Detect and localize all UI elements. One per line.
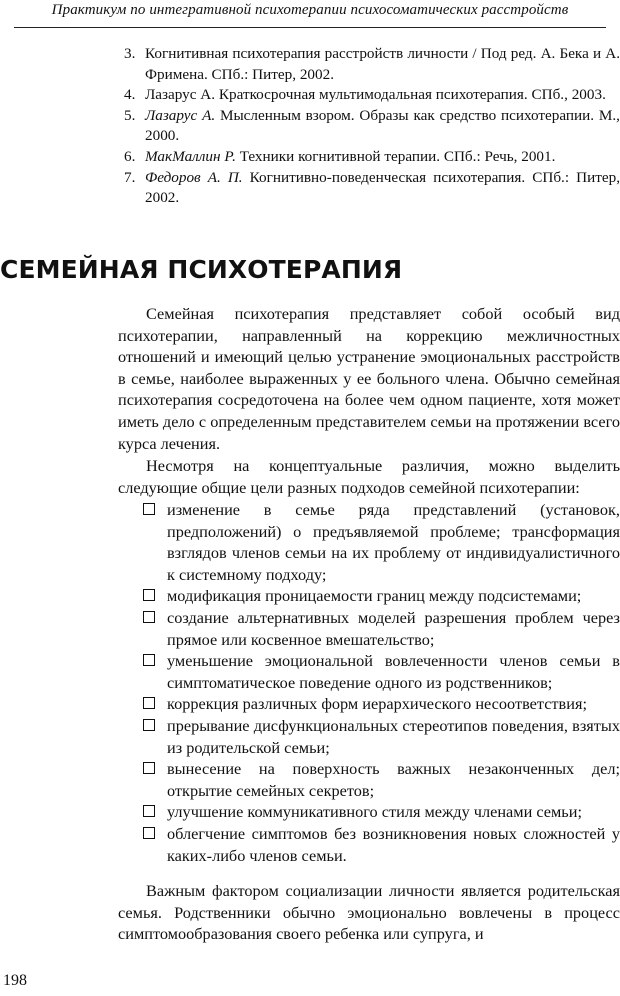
list-item-text: прерывание дисфункциональных стереотипов поведения, взятых из родительской семьи; [167,715,620,757]
reference-list [124,44,620,209]
reference-number: 3. [124,45,136,62]
reference-item [124,168,620,209]
reference-number: 4. [124,86,136,104]
section-title: СЕМЕЙНАЯ ПСИХОТЕРАПИЯ [0,255,403,284]
list-item-text: уменьшение эмоциональной вовлеченности членов семьи в симптоматическое поведение одного из родственников; [167,651,620,692]
reference-item [124,106,620,147]
checkbox-bullet-icon [143,805,155,817]
checkbox-bullet-icon [143,589,155,601]
list-item-text: улучшение коммуникативного стиля между членами семьи; [167,802,582,822]
checkbox-bullet-icon [143,654,155,666]
reference-item [124,147,620,168]
page-number: 198 [3,972,27,989]
reference-author: Федоров А. П. [145,168,243,186]
list-item [143,693,620,715]
list-item [143,607,620,650]
list-item [143,650,620,693]
header-rule [14,27,606,28]
body-paragraph [118,303,620,454]
reference-item [124,85,620,106]
list-item-text: изменение в семье ряда представлений (установок, предположений) о предъявляемой проблеме; трансформация взглядов членов семьи на их проблему от индивидуалистичного к системному подходу; [167,500,620,584]
list-item-text: облегчение симптомов без возникновения новых сложностей у каких-либо членов семьи. [167,823,620,865]
list-item [143,758,620,801]
reference-number: 5. [124,106,136,124]
reference-number: 6. [124,147,136,165]
checkbox-bullet-icon [143,719,155,731]
list-item [143,801,620,823]
list-item-text: создание альтернативных моделей разрешения проблем через прямое или косвенное вмешательство; [167,607,620,649]
reference-author: Лазарус А. [145,106,216,124]
reference-text: Когнитивно-поведенческая психотерапия. СПб.: Питер, 2002. [145,168,620,207]
paragraph-text: Несмотря на концептуальные различия, можно выделить следующие общие цели разных подходов семейной психотерапии: [118,456,620,497]
paragraph-text: Важным фактором социализации личности является родительская семья. Родственники обычно эмоционально вовлечены в процесс симптомообразования своего ребенка или супруга, и [118,881,620,944]
list-item-text: коррекция различных форм иерархического несоответствия; [167,694,587,714]
reference-text: Техники когнитивной терапии. СПб.: Речь, 2001. [235,147,556,165]
list-item [143,585,620,607]
list-item [143,823,620,866]
checkbox-bullet-icon [143,827,155,839]
reference-item [124,44,620,85]
list-item-text: модификация проницаемости границ между подсистемами; [167,586,582,606]
reference-text: Когнитивная психотерапия расстройств личности / Под ред. А. Бека и А. Фримена. СПб.: Питер, 2002. [145,45,620,83]
body-paragraph [118,455,620,498]
checkbox-bullet-icon [143,611,155,623]
list-item [143,715,620,758]
paragraph-text: Семейная психотерапия представляет собой особый вид психотерапии, направленный на коррекцию межличностных отношений и имеющий целью устранение эмоциональных расстройств в семье, наиболее выраженных у ее больного члена. Обычно семейная психотерапия сосредоточена на более чем одном пациенте, хотя может иметь дело с определенным представителем семьи на протяжении всего курса лечения. [118,304,620,453]
reference-text: Лазарус А. Краткосрочная мультимодальная психотерапия. СПб., 2003. [145,86,606,104]
reference-number: 7. [124,168,136,186]
running-header: Практикум по интегративной психотерапии психосоматических расстройств [51,2,569,18]
checkbox-bullet-icon [143,503,155,515]
checkbox-bullet-icon [143,762,155,774]
body-paragraph [118,880,620,945]
reference-text: Мысленным взором. Образы как средство психотерапии. М., 2000. [145,106,620,145]
list-item [143,499,620,585]
reference-author: МакМаллин Р. [145,147,236,165]
checkbox-bullet-icon [143,697,155,709]
goals-list [143,499,620,866]
list-item-text: вынесение на поверхность важных незаконченных дел; открытие семейных секретов; [167,759,620,800]
